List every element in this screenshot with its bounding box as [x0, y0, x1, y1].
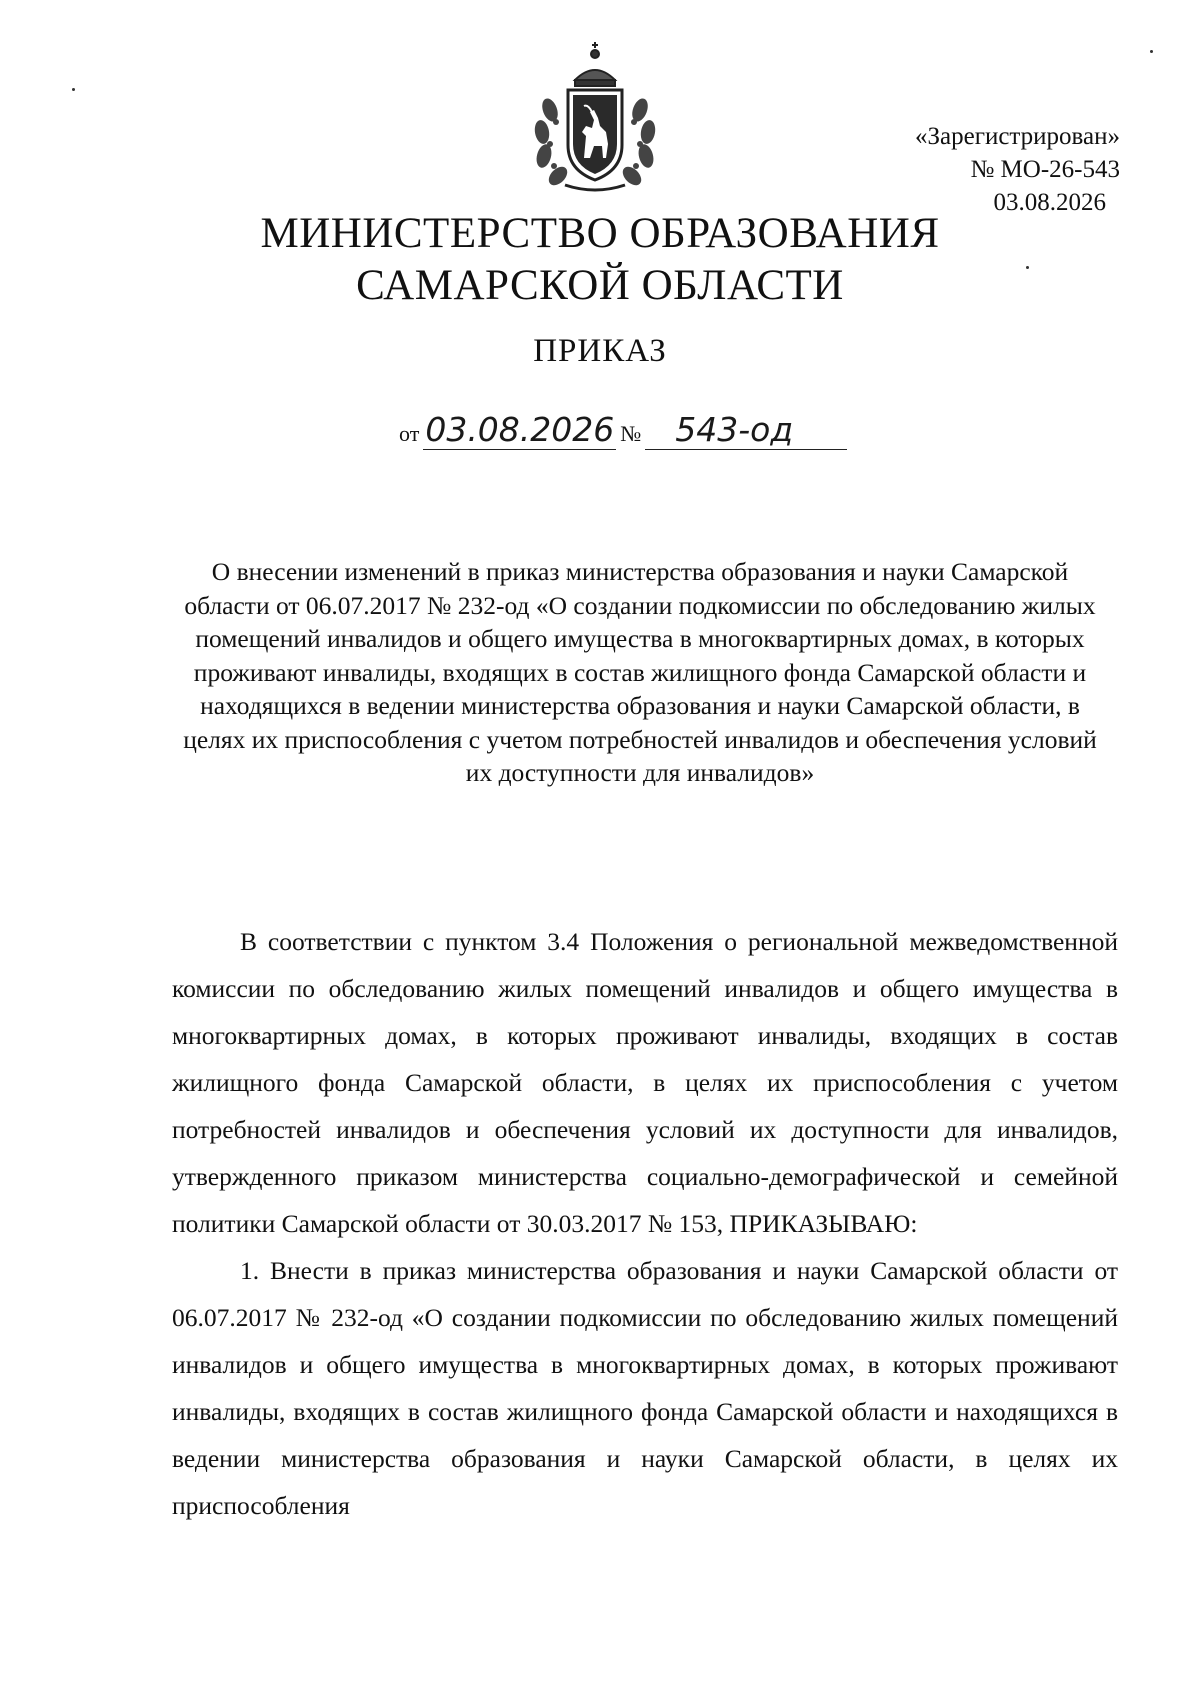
- scan-speck: [1150, 50, 1153, 53]
- order-date-number-line: [395, 410, 847, 450]
- order-title: ПРИКАЗ: [533, 333, 667, 369]
- order-date-handwritten: 03.08.2026: [425, 410, 615, 449]
- registration-label: «Зарегистрирован»: [914, 123, 1120, 150]
- coat-of-arms-icon: [520, 40, 670, 195]
- registration-stamp: [915, 120, 1120, 219]
- ministry-line-1: МИНИСТЕРСТВО ОБРАЗОВАНИЯ: [260, 210, 940, 257]
- ministry-line-2: САМАРСКОЙ ОБЛАСТИ: [356, 262, 844, 309]
- order-body: [172, 918, 1118, 1529]
- order-number-handwritten: 543-од: [645, 410, 847, 450]
- order-subject: О внесении изменений в приказ министерства образования и науки Самарской области от 06.07.2017 № 232-од «О создании подкомиссии по обследованию жилых помещений инвалидов и общего имущества в многоквартирных домах, в которых проживают инвалиды, входящих в состав жилищного фонда Самарской области и находящихся в ведении министерства образования и науки Самарской области, в целях их приспособления с учетом потребностей инвалидов и обеспечения условий их доступности для инвалидов»: [183, 557, 1097, 787]
- body-paragraph-2: 1. Внести в приказ министерства образования и науки Самарской области от 06.07.2017 № 232-од «О создании подкомиссии по обследованию жилых помещений инвалидов и общего имущества в многоквартирных домах, в которых проживают инвалиды, входящих в состав жилищного фонда Самарской области и находящихся в ведении министерства образования и науки Самарской области, в целях их приспособления: [172, 1256, 1118, 1520]
- scan-speck: [72, 88, 75, 91]
- registration-date: 03.08.2026: [993, 189, 1106, 216]
- ministry-heading: [0, 208, 1200, 312]
- scan-speck: [1026, 266, 1029, 269]
- order-from-label: от: [399, 421, 420, 446]
- body-paragraph-1: В соответствии с пунктом 3.4 Положения о региональной межведомственной комиссии по обследованию жилых помещений инвалидов и общего имущества в многоквартирных домах, в которых проживают инвалиды, входящих в состав жилищного фонда Самарской области, в целях их приспособления с учетом потребностей инвалидов и обеспечения условий их доступности для инвалидов, утвержденного приказом министерства социально-демографической и семейной политики Самарской области от 30.03.2017 № 153, ПРИКАЗЫВАЮ:: [172, 927, 1118, 1238]
- registration-number: № МО-26-543: [970, 156, 1120, 183]
- order-number-label: №: [620, 421, 642, 446]
